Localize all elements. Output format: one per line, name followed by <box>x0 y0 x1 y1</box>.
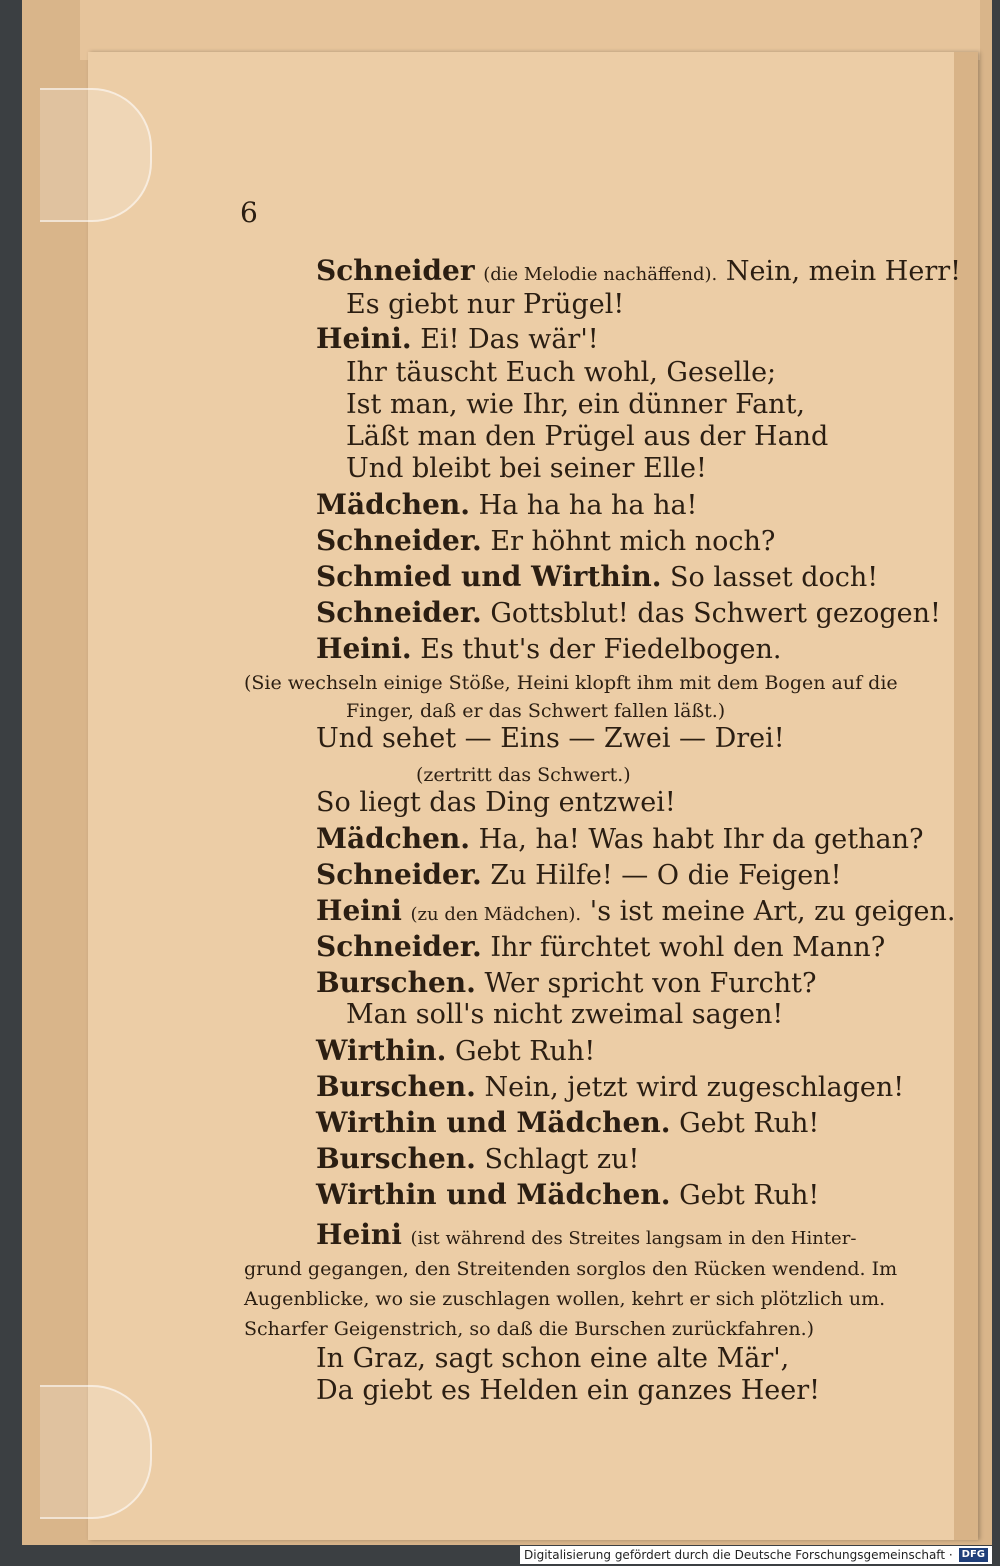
line-text: (Sie wechseln einige Stöße, Heini klopft ihm mit dem Bogen auf die <box>244 672 898 694</box>
footer-credit <box>520 1546 992 1564</box>
text-line <box>316 322 599 357</box>
speaker-name: Mädchen. <box>316 488 471 521</box>
footer-text: Digitalisierung gefördert durch die Deutsche Forschungsgemeinschaft · <box>524 1548 953 1562</box>
text-line <box>316 596 941 631</box>
text-line <box>316 966 816 1001</box>
line-text: Zu Hilfe! — O die Feigen! <box>490 860 842 891</box>
text-line <box>316 722 785 756</box>
stage-direction: (ist während des Streites langsam in den Hinter- <box>410 1228 857 1249</box>
text-line <box>316 1070 904 1105</box>
line-text: Augenblicke, wo sie zuschlagen wollen, kehrt er sich plötzlich um. <box>244 1288 886 1310</box>
line-text: Ist man, wie Ihr, ein dünner Fant, <box>346 389 805 420</box>
text-line <box>316 1142 639 1177</box>
line-text: Gebt Ruh! <box>679 1180 820 1211</box>
text-line <box>316 786 676 820</box>
line-text: Gebt Ruh! <box>679 1108 820 1139</box>
text-line <box>316 1374 820 1408</box>
speaker-name: Burschen. <box>316 966 476 999</box>
text-line <box>346 356 776 390</box>
text-line <box>316 858 841 893</box>
text-line <box>346 288 624 322</box>
speaker-name: Heini <box>316 1218 402 1251</box>
line-text: Ei! Das wär'! <box>420 324 599 355</box>
line-text: grund gegangen, den Streitenden sorglos den Rücken wendend. Im <box>244 1258 898 1280</box>
line-text: Und bleibt bei seiner Elle! <box>346 453 707 484</box>
text-line <box>316 822 923 857</box>
text-line <box>316 254 961 292</box>
text-line <box>346 998 783 1032</box>
line-text: Ha ha ha ha ha! <box>478 490 698 521</box>
text-line <box>316 930 885 965</box>
line-text: Da giebt es Helden ein ganzes Heer! <box>316 1375 821 1406</box>
speaker-name: Schneider. <box>316 524 482 557</box>
speaker-name: Burschen. <box>316 1142 476 1175</box>
line-text: 's ist meine Art, zu geigen. <box>589 896 956 927</box>
line-text: Scharfer Geigenstrich, so daß die Burschen zurückfahren.) <box>244 1318 815 1340</box>
text-line <box>346 388 805 422</box>
line-text: Gottsblut! das Schwert gezogen! <box>490 598 941 629</box>
line-text: Gebt Ruh! <box>454 1036 596 1067</box>
stage-direction-line <box>244 1282 885 1316</box>
speaker-name: Heini <box>316 894 402 927</box>
line-text: Wer spricht von Furcht? <box>484 968 817 999</box>
line-text: Er höhnt mich noch? <box>490 526 776 557</box>
line-text: Finger, daß er das Schwert fallen läßt.) <box>346 700 726 722</box>
text-line <box>316 1342 789 1376</box>
speaker-name: Wirthin. <box>316 1034 447 1067</box>
line-text: Schlagt zu! <box>484 1144 640 1175</box>
text-line <box>316 1106 819 1141</box>
text-line <box>316 1034 595 1069</box>
line-text: Ihr fürchtet wohl den Mann? <box>490 932 886 963</box>
line-text: (zertritt das Schwert.) <box>416 764 631 786</box>
speaker-name: Wirthin und Mädchen. <box>316 1178 671 1211</box>
line-text: Man soll's nicht zweimal sagen! <box>346 999 784 1030</box>
text-line <box>346 420 828 454</box>
text-line <box>346 452 707 486</box>
line-text: Und sehet — Eins — Zwei — Drei! <box>316 723 785 754</box>
speaker-name: Schneider. <box>316 596 482 629</box>
stage-direction-line <box>244 1252 897 1286</box>
line-text: Es thut's der Fiedelbogen. <box>420 634 782 665</box>
speaker-name: Schmied und Wirthin. <box>316 560 662 593</box>
text-line <box>316 894 955 932</box>
speaker-name: Schneider. <box>316 930 482 963</box>
dfg-logo-icon: DFG <box>959 1548 988 1562</box>
text-line <box>316 632 782 667</box>
page-number: 6 <box>240 196 258 229</box>
text-line <box>316 560 878 595</box>
speaker-name: Burschen. <box>316 1070 476 1103</box>
speaker-name: Wirthin und Mädchen. <box>316 1106 671 1139</box>
line-text: Es giebt nur Prügel! <box>346 289 625 320</box>
stage-direction: (zu den Mädchen). <box>410 904 582 925</box>
stage-direction-line <box>244 1312 814 1346</box>
line-text: So lasset doch! <box>670 562 879 593</box>
text-line <box>316 1178 819 1213</box>
text-line <box>316 488 697 523</box>
text-line <box>316 524 775 559</box>
line-text: Ha, ha! Was habt Ihr da gethan? <box>478 824 924 855</box>
stage-direction: (die Melodie nachäffend). <box>483 264 718 285</box>
line-text: Nein, mein Herr! <box>725 256 961 287</box>
text-line <box>316 1218 856 1256</box>
line-text: Läßt man den Prügel aus der Hand <box>346 421 829 452</box>
line-text: So liegt das Ding entzwei! <box>316 787 676 818</box>
speaker-name: Schneider. <box>316 858 482 891</box>
speaker-name: Heini. <box>316 322 412 355</box>
speaker-name: Heini. <box>316 632 412 665</box>
speaker-name: Mädchen. <box>316 822 471 855</box>
line-text: In Graz, sagt schon eine alte Mär', <box>316 1343 790 1374</box>
speaker-name: Schneider <box>316 254 475 287</box>
line-text: Ihr täuscht Euch wohl, Geselle; <box>346 357 777 388</box>
line-text: Nein, jetzt wird zugeschlagen! <box>484 1072 905 1103</box>
